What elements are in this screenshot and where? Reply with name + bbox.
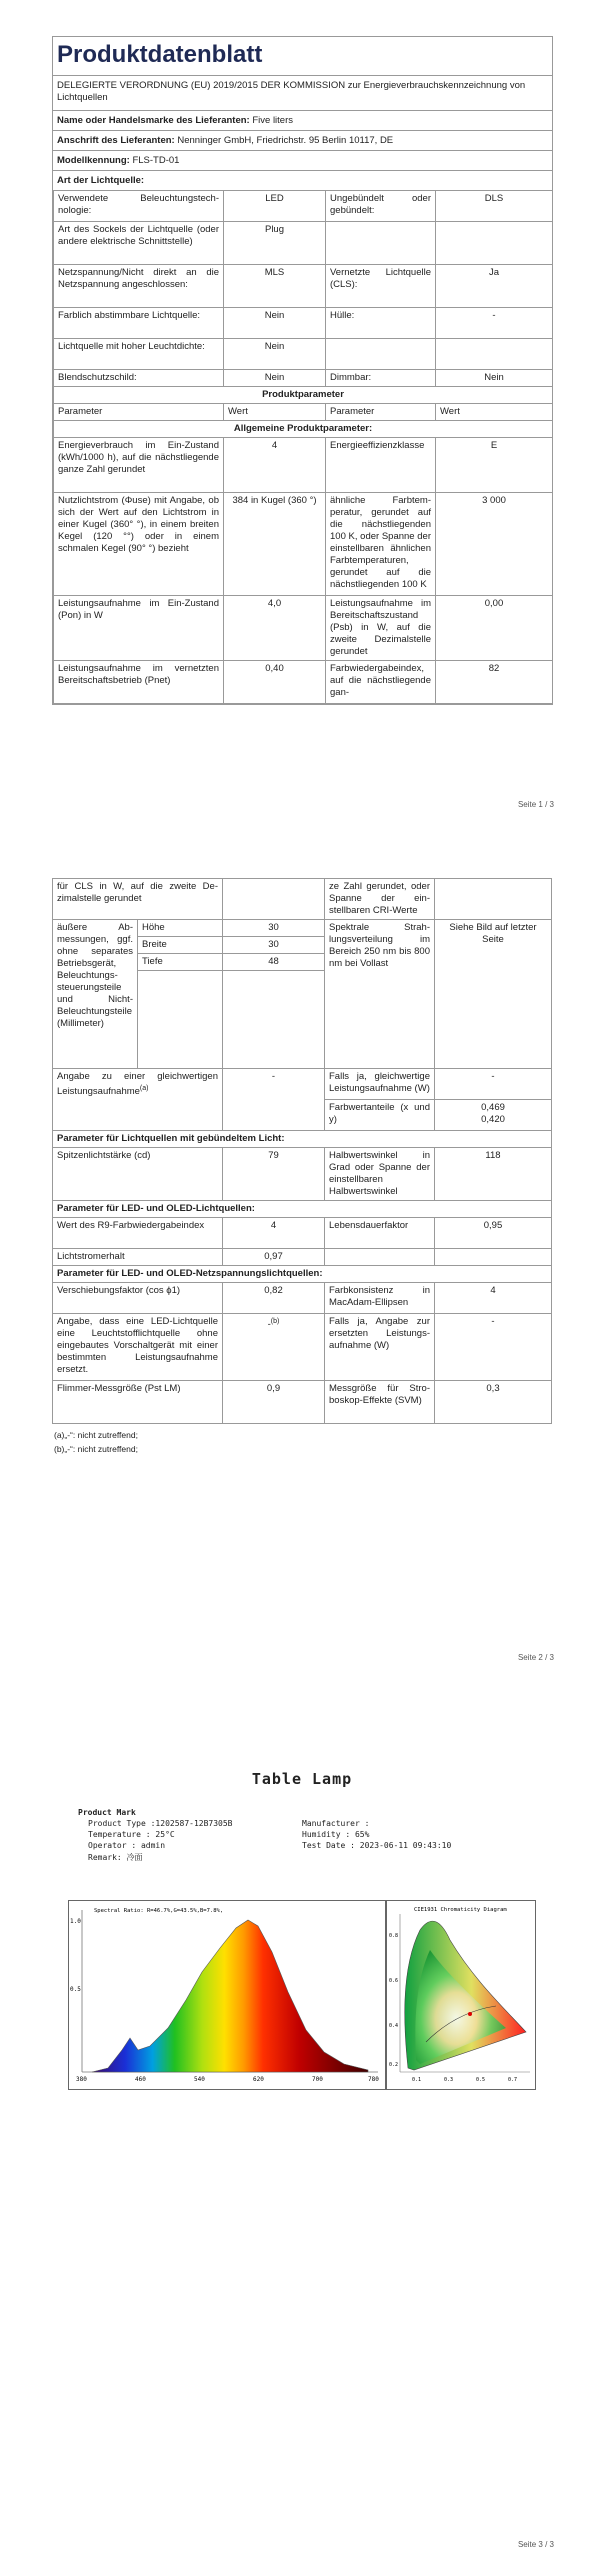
mls-title: Parameter für LED- und OLED-Netzspannungslichtquellen: — [53, 1266, 552, 1283]
product-type: Product Type :1202587-12B7305B — [88, 1819, 233, 1828]
param-value — [435, 879, 552, 920]
param-label: Angabe, dass eine LED-Lichtquelle eine Leuchtstofflichtquelle ohne eingebautes Vorschaltgerät mit einer bestimmten Leistungsaufnahme ersetzt. — [53, 1314, 223, 1381]
param-label: Lichtstromerhalt — [53, 1249, 223, 1266]
empty-cell — [223, 971, 325, 1069]
table-row — [54, 308, 553, 339]
type-label — [326, 339, 436, 370]
param-label: Messgröße für Stroboskop-Effekte (SVM) — [325, 1381, 435, 1424]
test-date: Test Date : 2023-06-11 09:43:10 — [302, 1841, 452, 1850]
cie-x-tick: 0.3 — [444, 2077, 454, 2083]
param-label: Energieeffizienzklasse — [326, 438, 436, 493]
table-row — [54, 661, 553, 704]
table-row — [54, 191, 553, 222]
measurement-point — [468, 2012, 472, 2016]
param-label-cont: ze Zahl gerundet, oder Spanne der einstellbaren CRI-Werte — [325, 879, 435, 920]
type-label: Ungebündelt oder gebündelt: — [326, 191, 436, 222]
supplier-name-value: Five liters — [252, 115, 294, 126]
table-row — [53, 920, 552, 937]
cie-x-tick: 0.7 — [508, 2077, 518, 2083]
param-value: 0,82 — [223, 1283, 325, 1314]
supplier-address-row — [53, 131, 552, 151]
param-value: 82 — [436, 661, 553, 704]
table-row — [54, 222, 553, 265]
footnote: (a)„-“: nicht zutreffend; — [54, 1430, 138, 1440]
table-row — [54, 596, 553, 661]
type-value: - — [436, 308, 553, 339]
param-label: Falls ja, Angabe zur ersetzten Leistungsaufnahme (W) — [325, 1314, 435, 1381]
param-label: Halbwertswinkel in Grad oder Spanne der einstellbaren Halbwertswinkel — [325, 1148, 435, 1201]
type-label: Lichtquelle mit hoher Leuchtdichte: — [54, 339, 224, 370]
table-row — [53, 1218, 552, 1249]
table-row — [54, 370, 553, 387]
footnote: (b)„-“: nicht zutreffend; — [54, 1444, 138, 1454]
table-row — [53, 1148, 552, 1201]
table-row — [54, 421, 553, 438]
lamp-info-left — [78, 1808, 233, 1863]
model-row — [53, 151, 552, 171]
type-value: Nein — [224, 308, 326, 339]
param-label: Spitzenlichtstärke (cd) — [53, 1148, 223, 1201]
param-label: Lebensdauerfaktor — [325, 1218, 435, 1249]
param-value: E — [436, 438, 553, 493]
x-tick-label: 540 — [194, 2076, 205, 2083]
operator: Operator : admin — [88, 1841, 166, 1850]
cie-y-tick: 0.6 — [389, 1978, 399, 1984]
footnote-marker: (a) — [139, 1085, 149, 1092]
dimensions-label: äußere Abmessungen, ggf. ohne separates Betriebsgerät, Beleuchtungssteuerungsteile und Nicht-Beleuchtungsteile (Millimeter) — [53, 920, 138, 1069]
model-value: FLS-TD-01 — [132, 155, 180, 166]
equiv-label — [53, 1069, 223, 1131]
equiv-label-text: Angabe zu einer gleichwertigen Leistungsaufnahme — [57, 1071, 218, 1098]
x-tick-label: 380 — [76, 2076, 87, 2083]
depth-value: 48 — [223, 954, 325, 971]
value-header: Wert — [224, 404, 326, 421]
datasheet-frame-1 — [52, 36, 553, 705]
param-value: 4 — [224, 438, 326, 493]
params-table-2 — [52, 878, 552, 1424]
param-value: 0,9 — [223, 1381, 325, 1424]
param-value: 118 — [435, 1148, 552, 1201]
table-row — [54, 387, 553, 404]
param-value: 0,00 — [436, 596, 553, 661]
page-2 — [0, 878, 604, 1728]
type-label: Verwendete Beleuchtungstechnologie: — [54, 191, 224, 222]
table-row — [54, 404, 553, 421]
empty-cell — [138, 971, 223, 1069]
param-label: Energieverbrauch im Ein-Zustand (kWh/1000 h), auf die nächstliegende ganze Zahl gerundet — [54, 438, 224, 493]
general-params-title: Allgemeine Produktparameter: — [54, 421, 553, 438]
page-number: Seite 2 / 3 — [517, 1653, 554, 1662]
product-mark: Product Mark — [78, 1808, 136, 1817]
width-label: Breite — [138, 937, 223, 954]
type-label: Netzspannung/Nicht direkt an die Netzspannung angeschlossen: — [54, 265, 224, 308]
y-tick-label: 0.5 — [70, 1986, 81, 1993]
table-row — [53, 879, 552, 920]
param-label: Wert des R9-Farbwiedergabeindex — [53, 1218, 223, 1249]
chroma-value — [435, 1100, 552, 1131]
spectral-label: Spektrale Strahlungsverteilung im Bereich 250 nm bis 800 nm bei Vollast — [325, 920, 435, 1069]
x-tick-label: 780 — [368, 2076, 379, 2083]
param-value: 4 — [435, 1283, 552, 1314]
x-tick-label: 620 — [253, 2076, 264, 2083]
page-3 — [0, 1740, 604, 2560]
type-value: Ja — [436, 265, 553, 308]
type-value: LED — [224, 191, 326, 222]
table-row — [54, 265, 553, 308]
led-title: Parameter für LED- und OLED-Lichtquellen: — [53, 1201, 552, 1218]
value-header: Wert — [436, 404, 553, 421]
param-label: Leistungsaufnahme im vernetzten Bereitschaftsbetrieb (Pnet) — [54, 661, 224, 704]
type-label: Farblich abstimmbare Lichtquelle: — [54, 308, 224, 339]
chroma-label: Farbwertanteile (x und y) — [325, 1100, 435, 1131]
model-label: Modellkennung: — [57, 155, 130, 166]
param-label: Leistungsaufnahme im Ein-Zustand (Pon) in W — [54, 596, 224, 661]
param-value — [223, 1314, 325, 1381]
table-row — [53, 1283, 552, 1314]
spectral-ratio: Spectral Ratio: R=46.7%,G=43.5%,B=7.8%, — [94, 1908, 224, 1914]
page-number: Seite 3 / 3 — [517, 2540, 554, 2549]
param-header: Parameter — [326, 404, 436, 421]
cie-y-tick: 0.8 — [389, 1933, 399, 1939]
datasheet-frame-2 — [52, 878, 551, 1456]
param-value: 3 000 — [436, 493, 553, 596]
param-label: Flimmer-Messgröße (Pst LM) — [53, 1381, 223, 1424]
param-label: Verschiebungsfaktor (cos ϕ1) — [53, 1283, 223, 1314]
type-value — [436, 222, 553, 265]
spectrum-chart — [68, 1900, 386, 2090]
type-label: Hülle: — [326, 308, 436, 339]
table-row — [53, 1266, 552, 1283]
type-value: Nein — [436, 370, 553, 387]
type-value: Nein — [224, 370, 326, 387]
type-label: Dimmbar: — [326, 370, 436, 387]
x-tick-label: 700 — [312, 2076, 323, 2083]
x-tick-label: 460 — [135, 2076, 146, 2083]
param-value: 0,97 — [223, 1249, 325, 1266]
type-label: Vernetzte Lichtquelle (CLS): — [326, 265, 436, 308]
param-value — [223, 879, 325, 920]
table-row — [53, 1069, 552, 1100]
lamp-info-right — [302, 1819, 451, 1852]
lamp-title: Table Lamp — [251, 1770, 353, 1788]
type-value: MLS — [224, 265, 326, 308]
spectral-value: Siehe Bild auf letzter Seite — [435, 920, 552, 1069]
type-label: Blendschutzschild: — [54, 370, 224, 387]
param-value: 0,95 — [435, 1218, 552, 1249]
directional-title: Parameter für Lichtquellen mit gebündeltem Licht: — [53, 1131, 552, 1148]
type-label — [326, 222, 436, 265]
type-value: DLS — [436, 191, 553, 222]
type-section-title: Art der Lichtquelle: — [57, 175, 145, 186]
page-number: Seite 1 / 3 — [517, 800, 554, 809]
cie-title: CIE1931 Chromaticity Diagram — [414, 1907, 507, 1913]
supplier-name-label: Name oder Handelsmarke des Lieferanten: — [57, 115, 250, 126]
footnote-marker: (b) — [270, 1318, 280, 1325]
depth-label: Tiefe — [138, 954, 223, 971]
supplier-address-label: Anschrift des Lieferanten: — [57, 135, 175, 146]
type-table — [53, 190, 553, 704]
cie-y-tick: 0.2 — [389, 2062, 399, 2068]
equiv-value: - — [223, 1069, 325, 1131]
type-value: Nein — [224, 339, 326, 370]
supplier-name-row — [53, 111, 552, 131]
table-row — [54, 493, 553, 596]
y-tick-label: 1.0 — [70, 1918, 81, 1925]
cie-x-tick: 0.5 — [476, 2077, 486, 2083]
cie-diagram — [386, 1900, 536, 2090]
table-row — [54, 339, 553, 370]
param-value: 0,40 — [224, 661, 326, 704]
regulation-text: DELEGIERTE VERORDNUNG (EU) 2019/2015 DER KOMMISSION zur Energieverbrauchskennzeichnung von Lichtquellen — [53, 76, 552, 111]
type-label: Art des Sockels der Lichtquelle (oder andere elektrische Schnittstelle) — [54, 222, 224, 265]
param-value: 4,0 — [224, 596, 326, 661]
product-params-title: Produktparameter — [54, 387, 553, 404]
page-title: Produktdatenblatt — [53, 37, 552, 76]
param-label: ähnliche Farbtemperatur, gerundet auf die nächstliegenden 100 K, oder Spanne der einstellbaren ähnlichen Farbtemperaturen, gerundet auf die nächstliegenden 100 K — [326, 493, 436, 596]
param-label — [325, 1249, 435, 1266]
supplier-address-value: Nenninger GmbH, Friedrichstr. 95 Berlin 10117, DE — [177, 135, 394, 146]
param-value: 4 — [223, 1218, 325, 1249]
param-value: 0,3 — [435, 1381, 552, 1424]
param-label-cont: für CLS in W, auf die zweite Dezimalstelle gerundet — [53, 879, 223, 920]
param-label: Nutzlichtstrom (Φuse) mit Angabe, ob sich der Wert auf den Lichtstrom in einer Kugel (360° °), in einem breiten Kegel (120 °°) oder in einem schmalen Kegel (90° °) bezieht — [54, 493, 224, 596]
manufacturer: Manufacturer : — [302, 1819, 370, 1828]
chroma-x: 0,469 — [481, 1102, 505, 1113]
height-label: Höhe — [138, 920, 223, 937]
equiv-power-value: - — [435, 1069, 552, 1100]
type-value — [436, 339, 553, 370]
table-row — [53, 1314, 552, 1381]
table-row — [53, 1249, 552, 1266]
param-value — [435, 1249, 552, 1266]
param-label: Leistungsaufnahme im Bereitschaftszustand (Psb) in W, auf die zweite Dezimalstelle gerundet — [326, 596, 436, 661]
footnotes — [52, 1424, 551, 1456]
page-1 — [0, 0, 604, 830]
table-row — [54, 438, 553, 493]
table-row — [53, 1201, 552, 1218]
type-value: Plug — [224, 222, 326, 265]
height-value: 30 — [223, 920, 325, 937]
param-header: Parameter — [54, 404, 224, 421]
humidity: Humidity : 65% — [302, 1830, 370, 1839]
temperature: Temperature : 25°C — [88, 1830, 175, 1839]
param-value-text: - — [267, 1319, 271, 1331]
cie-x-tick: 0.1 — [412, 2077, 422, 2083]
equiv-power-label: Falls ja, gleichwertige Leistungsaufnahme (W) — [325, 1069, 435, 1100]
remark: Remark: 冷面 — [88, 1853, 143, 1862]
width-value: 30 — [223, 937, 325, 954]
table-row — [53, 1381, 552, 1424]
chroma-y: 0,420 — [481, 1114, 505, 1125]
param-label: Farbkonsistenz in MacAdam-Ellipsen — [325, 1283, 435, 1314]
param-value: - — [435, 1314, 552, 1381]
param-value: 79 — [223, 1148, 325, 1201]
param-label: Farbwiedergabeindex, auf die nächstliegende gan- — [326, 661, 436, 704]
param-value: 384 in Kugel (360 °) — [224, 493, 326, 596]
table-row — [53, 1131, 552, 1148]
cie-y-tick: 0.4 — [389, 2023, 399, 2029]
